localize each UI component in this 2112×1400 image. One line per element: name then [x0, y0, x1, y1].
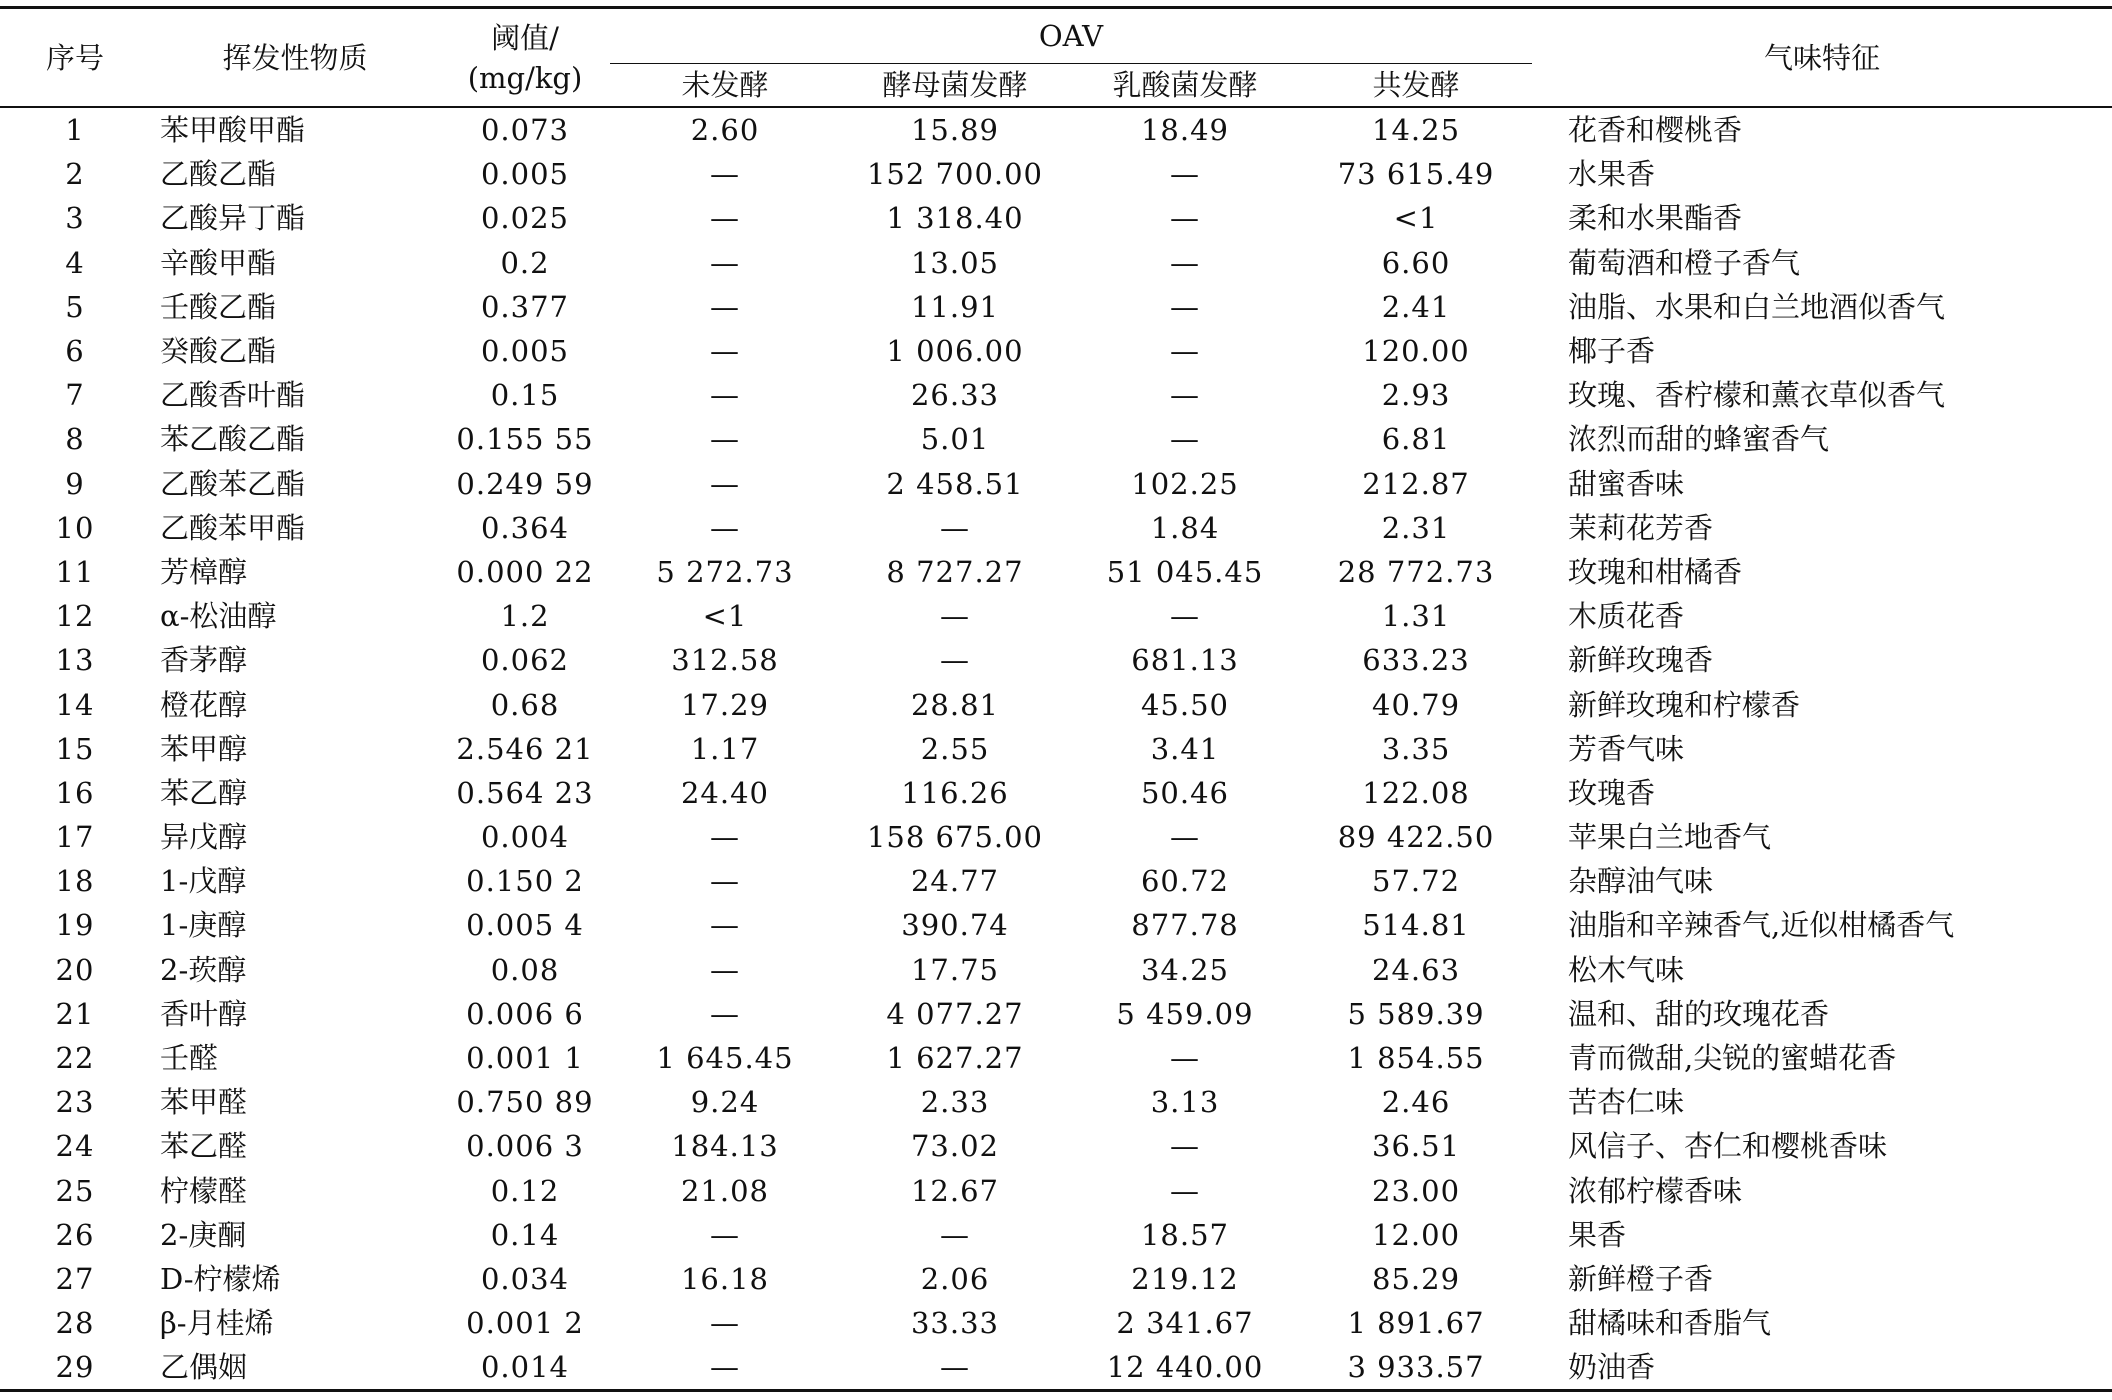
cell-oav-cofermented: 2.93 [1381, 378, 1451, 413]
cell-oav-cofermented: 2.41 [1381, 289, 1451, 324]
cell-oav-lactic: — [1170, 1129, 1200, 1164]
table-row [0, 727, 2112, 771]
cell-index: 13 [55, 643, 95, 678]
cell-compound: 1-戊醇 [160, 864, 247, 899]
oav-table [0, 6, 2112, 1392]
cell-oav-unfermented: — [710, 466, 740, 501]
cell-compound: 苯甲醇 [160, 731, 248, 766]
cell-oav-unfermented: — [710, 510, 740, 545]
cell-odor: 松木气味 [1568, 952, 1685, 987]
cell-oav-yeast: 1 627.27 [886, 1041, 1024, 1076]
cell-oav-cofermented: 6.81 [1381, 422, 1451, 457]
table-row [0, 1080, 2112, 1124]
cell-oav-lactic: — [1170, 245, 1200, 280]
cell-oav-cofermented: 12.00 [1372, 1217, 1461, 1252]
cell-index: 15 [55, 731, 95, 766]
cell-oav-unfermented: — [710, 1217, 740, 1252]
table-row [0, 1213, 2112, 1257]
cell-odor: 甜橘味和香脂气 [1568, 1306, 1772, 1341]
cell-oav-yeast: — [840, 1345, 1070, 1391]
cell-oav-cofermented: 1 854.55 [1347, 1041, 1485, 1076]
cell-oav-yeast: 5.01 [920, 422, 990, 457]
table-row [0, 682, 2112, 726]
cell-compound: 苯乙醛 [160, 1129, 248, 1164]
cell-index: 24 [55, 1129, 95, 1164]
table-row [0, 1301, 2112, 1345]
cell-index: 7 [65, 378, 85, 413]
cell-oav-lactic: — [1170, 289, 1200, 324]
table-row [0, 771, 2112, 815]
cell-compound: 芳樟醇 [160, 554, 248, 589]
cell-odor: 椰子香 [1568, 334, 1656, 369]
cell-oav-unfermented: 24.40 [680, 775, 770, 810]
cell-compound: 乙酸苯乙酯 [160, 466, 306, 501]
header-oav [610, 8, 1532, 64]
cell-oav-lactic: — [1170, 201, 1200, 236]
table-row [0, 815, 2112, 859]
cell-compound: 乙偶姻 [150, 1345, 440, 1391]
table-row [0, 417, 2112, 461]
cell-index: 11 [55, 554, 95, 589]
cell-threshold: 0.073 [480, 113, 570, 148]
cell-oav-lactic: — [1170, 378, 1200, 413]
header-threshold-line2: (mg/kg) [467, 60, 583, 95]
cell-oav-unfermented: 17.29 [680, 687, 770, 722]
cell-odor: 甜蜜香味 [1568, 466, 1685, 501]
header-odor: 气味特征 [1532, 8, 2112, 108]
cell-oav-yeast: 11.91 [910, 289, 1000, 324]
cell-oav-cofermented: 23.00 [1372, 1173, 1461, 1208]
cell-index: 27 [55, 1261, 95, 1296]
cell-oav-unfermented: — [710, 422, 740, 457]
cell-oav-cofermented: 5 589.39 [1347, 996, 1485, 1031]
cell-odor: 玫瑰和柑橘香 [1568, 554, 1743, 589]
cell-oav-unfermented: — [710, 864, 740, 899]
cell-oav-yeast: 116.26 [901, 775, 1009, 810]
cell-oav-cofermented: 2.46 [1381, 1085, 1451, 1120]
cell-index: 3 [65, 201, 85, 236]
cell-odor: 新鲜玫瑰和柠檬香 [1568, 687, 1801, 722]
table-row [0, 638, 2112, 682]
cell-oav-yeast: 15.89 [910, 113, 1000, 148]
cell-oav-unfermented: 5 272.73 [656, 554, 794, 589]
header-oav-label: OAV [1038, 19, 1104, 53]
cell-oav-cofermented: 3.35 [1381, 731, 1451, 766]
cell-odor: 新鲜玫瑰香 [1568, 643, 1714, 678]
cell-compound: 香茅醇 [160, 643, 248, 678]
table-body [0, 107, 2112, 1391]
cell-oav-cofermented: 57.72 [1372, 864, 1461, 899]
cell-oav-yeast: 2 458.51 [886, 466, 1024, 501]
cell-index: 10 [55, 510, 95, 545]
cell-index: 25 [55, 1173, 95, 1208]
cell-oav-lactic: 18.49 [1140, 113, 1230, 148]
cell-oav-unfermented: — [610, 1345, 840, 1391]
cell-oav-cofermented: 36.51 [1372, 1129, 1461, 1164]
table-row [0, 241, 2112, 285]
cell-threshold: 0.364 [480, 510, 570, 545]
table-row [0, 992, 2112, 1036]
cell-oav-yeast: — [940, 510, 970, 545]
cell-oav-cofermented: 89 422.50 [1337, 820, 1495, 855]
cell-oav-cofermented: 120.00 [1362, 334, 1470, 369]
cell-threshold: 0.005 [480, 334, 570, 369]
cell-oav-lactic: 5 459.09 [1116, 996, 1254, 1031]
table-row [0, 1257, 2112, 1301]
cell-oav-yeast: — [940, 643, 970, 678]
cell-oav-unfermented: 21.08 [680, 1173, 770, 1208]
cell-oav-lactic: 12 440.00 [1070, 1345, 1300, 1391]
cell-threshold: 0.249 59 [456, 466, 594, 501]
cell-odor: 油脂、水果和白兰地酒似香气 [1568, 289, 1946, 324]
cell-oav-cofermented: 40.79 [1372, 687, 1461, 722]
cell-oav-yeast: 1 318.40 [886, 201, 1024, 236]
cell-index: 21 [55, 996, 95, 1031]
cell-threshold: 0.014 [440, 1345, 610, 1391]
oav-table-container [0, 6, 2112, 1392]
cell-compound: 2-庚酮 [160, 1217, 247, 1252]
cell-odor: 水果香 [1568, 157, 1656, 192]
cell-odor: 苹果白兰地香气 [1568, 820, 1772, 855]
cell-compound: 癸酸乙酯 [160, 334, 277, 369]
table-row [0, 329, 2112, 373]
cell-oav-lactic: 18.57 [1140, 1217, 1230, 1252]
cell-odor: 芳香气味 [1568, 731, 1685, 766]
cell-threshold: 2.546 21 [456, 731, 594, 766]
cell-compound: D-柠檬烯 [160, 1261, 281, 1296]
cell-oav-cofermented: 212.87 [1362, 466, 1470, 501]
cell-oav-unfermented: 2.60 [690, 113, 760, 148]
cell-oav-unfermented: 1.17 [690, 731, 760, 766]
cell-oav-cofermented: 3 933.57 [1300, 1345, 1532, 1391]
cell-threshold: 0.08 [490, 952, 560, 987]
cell-oav-lactic: 60.72 [1140, 864, 1230, 899]
header-unfermented: 未发酵 [610, 64, 840, 108]
cell-threshold: 0.150 2 [466, 864, 584, 899]
cell-oav-yeast: 28.81 [910, 687, 1000, 722]
cell-oav-lactic: — [1170, 1041, 1200, 1076]
cell-index: 18 [55, 864, 95, 899]
cell-oav-lactic: — [1170, 820, 1200, 855]
cell-odor: 温和、甜的玫瑰花香 [1568, 996, 1830, 1031]
cell-threshold: 0.005 4 [466, 908, 584, 943]
cell-compound: 苯乙醇 [160, 775, 248, 810]
header-index: 序号 [0, 8, 150, 108]
cell-oav-unfermented: <1 [702, 599, 748, 634]
cell-compound: 2-莰醇 [160, 952, 247, 987]
cell-oav-unfermented: — [710, 952, 740, 987]
cell-oav-yeast: — [940, 1217, 970, 1252]
cell-oav-lactic: 3.41 [1150, 731, 1220, 766]
cell-oav-lactic: 219.12 [1131, 1261, 1239, 1296]
header-threshold-line1: 阈值/ [491, 20, 559, 55]
cell-odor: 果香 [1568, 1217, 1627, 1252]
cell-compound: 橙花醇 [160, 687, 248, 722]
cell-oav-yeast: 13.05 [910, 245, 1000, 280]
cell-oav-unfermented: — [710, 289, 740, 324]
cell-oav-yeast: 8 727.27 [886, 554, 1024, 589]
header-yeast: 酵母菌发酵 [840, 64, 1070, 108]
cell-odor: 新鲜橙子香 [1568, 1261, 1714, 1296]
cell-oav-unfermented: — [710, 1306, 740, 1341]
cell-oav-unfermented: — [710, 996, 740, 1031]
cell-oav-unfermented: — [710, 201, 740, 236]
cell-oav-lactic: — [1170, 334, 1200, 369]
cell-oav-cofermented: 24.63 [1372, 952, 1461, 987]
cell-oav-yeast: 73.02 [910, 1129, 1000, 1164]
cell-compound: 乙酸异丁酯 [160, 201, 306, 236]
cell-oav-cofermented: <1 [1393, 201, 1439, 236]
cell-odor: 油脂和辛辣香气,近似柑橘香气 [1568, 908, 1955, 943]
table-row [0, 506, 2112, 550]
cell-threshold: 0.750 89 [456, 1085, 594, 1120]
cell-threshold: 0.034 [480, 1261, 570, 1296]
table-row [0, 462, 2112, 506]
cell-oav-cofermented: 633.23 [1362, 643, 1470, 678]
table-row [0, 594, 2112, 638]
table-row [0, 285, 2112, 329]
cell-oav-unfermented: 184.13 [671, 1129, 779, 1164]
cell-oav-lactic: 102.25 [1131, 466, 1239, 501]
cell-compound: 乙酸苯甲酯 [160, 510, 306, 545]
cell-oav-lactic: — [1170, 1173, 1200, 1208]
cell-threshold: 0.006 6 [466, 996, 584, 1031]
table-row [0, 903, 2112, 947]
cell-threshold: 0.14 [490, 1217, 560, 1252]
cell-oav-unfermented: — [710, 378, 740, 413]
cell-compound: 1-庚醇 [160, 908, 247, 943]
cell-oav-cofermented: 14.25 [1372, 113, 1461, 148]
cell-threshold: 0.155 55 [456, 422, 594, 457]
table-row [0, 859, 2112, 903]
cell-index: 2 [65, 157, 85, 192]
header-lactic: 乳酸菌发酵 [1070, 64, 1300, 108]
header-cofermented: 共发酵 [1300, 64, 1532, 108]
cell-oav-cofermented: 28 772.73 [1337, 554, 1495, 589]
table-row [0, 1345, 2112, 1391]
cell-threshold: 0.006 3 [466, 1129, 584, 1164]
cell-threshold: 0.12 [490, 1173, 560, 1208]
cell-odor: 葡萄酒和橙子香气 [1568, 245, 1801, 280]
cell-index: 4 [65, 245, 85, 280]
cell-index: 9 [65, 466, 85, 501]
cell-oav-lactic: — [1170, 157, 1200, 192]
cell-threshold: 0.001 2 [466, 1306, 584, 1341]
cell-odor: 苦杏仁味 [1568, 1085, 1685, 1120]
cell-oav-lactic: 50.46 [1140, 775, 1230, 810]
cell-oav-yeast: — [940, 599, 970, 634]
cell-oav-unfermented: 16.18 [680, 1261, 770, 1296]
cell-index: 8 [65, 422, 85, 457]
header-compound: 挥发性物质 [150, 8, 440, 108]
cell-index: 29 [0, 1345, 150, 1391]
cell-oav-unfermented: — [710, 820, 740, 855]
cell-oav-yeast: 26.33 [910, 378, 1000, 413]
cell-oav-yeast: 2.55 [920, 731, 990, 766]
cell-oav-yeast: 2.33 [920, 1085, 990, 1120]
cell-compound: 乙酸香叶酯 [160, 378, 306, 413]
cell-threshold: 0.68 [490, 687, 560, 722]
cell-oav-yeast: 17.75 [910, 952, 1000, 987]
cell-compound: 壬酸乙酯 [160, 289, 277, 324]
cell-threshold: 1.2 [500, 599, 550, 634]
table-row [0, 152, 2112, 196]
cell-oav-lactic: 51 045.45 [1106, 554, 1264, 589]
cell-odor: 玫瑰香 [1568, 775, 1656, 810]
cell-index: 6 [65, 334, 85, 369]
table-row [0, 1169, 2112, 1213]
cell-compound: β-月桂烯 [160, 1306, 274, 1341]
cell-compound: 乙酸乙酯 [160, 157, 277, 192]
table-row [0, 373, 2112, 417]
cell-index: 19 [55, 908, 95, 943]
cell-compound: 香叶醇 [160, 996, 248, 1031]
cell-index: 20 [55, 952, 95, 987]
cell-compound: 苯甲酸甲酯 [160, 113, 306, 148]
table-row [0, 107, 2112, 152]
cell-index: 23 [55, 1085, 95, 1120]
cell-oav-lactic: 1.84 [1150, 510, 1220, 545]
cell-odor: 柔和水果酯香 [1568, 201, 1743, 236]
cell-threshold: 0.025 [480, 201, 570, 236]
cell-oav-unfermented: 1 645.45 [656, 1041, 794, 1076]
cell-odor: 浓烈而甜的蜂蜜香气 [1568, 422, 1830, 457]
cell-oav-cofermented: 6.60 [1381, 245, 1451, 280]
cell-odor: 风信子、杏仁和樱桃香味 [1568, 1129, 1888, 1164]
cell-index: 1 [65, 113, 85, 148]
cell-odor: 奶油香 [1532, 1345, 2112, 1391]
cell-oav-lactic: — [1170, 599, 1200, 634]
cell-odor: 花香和樱桃香 [1568, 113, 1743, 148]
table-row [0, 196, 2112, 240]
table-row [0, 1124, 2112, 1168]
table-header [0, 8, 2112, 108]
cell-oav-yeast: 1 006.00 [886, 334, 1024, 369]
cell-oav-cofermented: 1.31 [1381, 599, 1451, 634]
cell-oav-cofermented: 85.29 [1372, 1261, 1461, 1296]
cell-oav-yeast: 158 675.00 [866, 820, 1044, 855]
cell-oav-lactic: 877.78 [1131, 908, 1239, 943]
cell-threshold: 0.377 [480, 289, 570, 324]
cell-index: 5 [65, 289, 85, 324]
cell-oav-cofermented: 122.08 [1362, 775, 1470, 810]
cell-oav-yeast: 2.06 [920, 1261, 990, 1296]
cell-odor: 茉莉花芳香 [1568, 510, 1714, 545]
cell-index: 16 [55, 775, 95, 810]
cell-threshold: 0.005 [480, 157, 570, 192]
cell-oav-yeast: 24.77 [910, 864, 1000, 899]
cell-threshold: 0.004 [480, 820, 570, 855]
cell-oav-lactic: — [1170, 422, 1200, 457]
cell-oav-yeast: 33.33 [910, 1306, 1000, 1341]
cell-oav-unfermented: 9.24 [690, 1085, 760, 1120]
cell-compound: α-松油醇 [160, 599, 277, 634]
cell-oav-yeast: 152 700.00 [866, 157, 1044, 192]
cell-oav-yeast: 390.74 [901, 908, 1009, 943]
cell-index: 22 [55, 1041, 95, 1076]
cell-odor: 浓郁柠檬香味 [1568, 1173, 1743, 1208]
cell-threshold: 0.2 [500, 245, 550, 280]
cell-oav-unfermented: — [710, 334, 740, 369]
table-row [0, 948, 2112, 992]
cell-odor: 杂醇油气味 [1568, 864, 1714, 899]
cell-oav-unfermented: — [710, 908, 740, 943]
header-threshold [440, 8, 610, 108]
cell-compound: 壬醛 [160, 1041, 219, 1076]
cell-compound: 苯甲醛 [160, 1085, 248, 1120]
cell-oav-cofermented: 514.81 [1362, 908, 1470, 943]
cell-oav-lactic: 2 341.67 [1116, 1306, 1254, 1341]
cell-oav-unfermented: 312.58 [671, 643, 779, 678]
cell-oav-lactic: 3.13 [1150, 1085, 1220, 1120]
cell-compound: 辛酸甲酯 [160, 245, 277, 280]
cell-odor: 木质花香 [1568, 599, 1685, 634]
cell-index: 14 [55, 687, 95, 722]
cell-odor: 青而微甜,尖锐的蜜蜡花香 [1568, 1041, 1897, 1076]
cell-oav-cofermented: 1 891.67 [1347, 1306, 1485, 1341]
cell-threshold: 0.001 1 [466, 1041, 584, 1076]
cell-compound: 异戊醇 [160, 820, 248, 855]
cell-compound: 苯乙酸乙酯 [160, 422, 306, 457]
cell-threshold: 0.564 23 [456, 775, 594, 810]
cell-oav-cofermented: 73 615.49 [1337, 157, 1495, 192]
cell-index: 28 [55, 1306, 95, 1341]
cell-threshold: 0.15 [490, 378, 560, 413]
cell-threshold: 0.062 [480, 643, 570, 678]
cell-oav-yeast: 4 077.27 [886, 996, 1024, 1031]
cell-index: 12 [55, 599, 95, 634]
cell-oav-lactic: 45.50 [1140, 687, 1230, 722]
cell-oav-yeast: 12.67 [910, 1173, 1000, 1208]
cell-oav-lactic: 34.25 [1140, 952, 1230, 987]
table-row [0, 1036, 2112, 1080]
cell-threshold: 0.000 22 [456, 554, 594, 589]
cell-index: 17 [55, 820, 95, 855]
cell-oav-unfermented: — [710, 245, 740, 280]
cell-oav-unfermented: — [710, 157, 740, 192]
cell-compound: 柠檬醛 [160, 1173, 248, 1208]
table-row [0, 550, 2112, 594]
cell-odor: 玫瑰、香柠檬和薰衣草似香气 [1568, 378, 1946, 413]
cell-oav-cofermented: 2.31 [1381, 510, 1451, 545]
cell-index: 26 [55, 1217, 95, 1252]
cell-oav-lactic: 681.13 [1131, 643, 1239, 678]
